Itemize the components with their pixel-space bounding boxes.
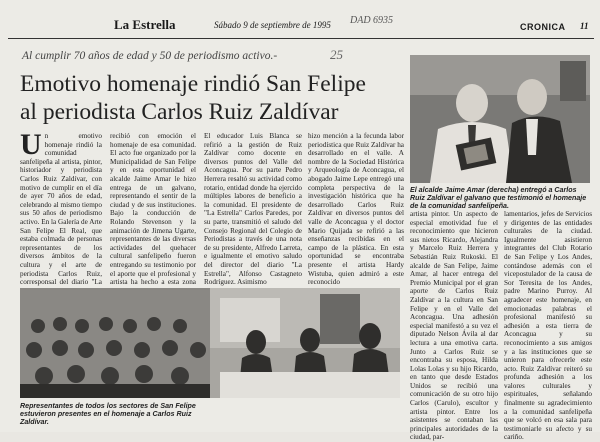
photo-audience-image [20,288,400,398]
archive-stamp: DAD 6935 [350,15,394,26]
article-column-2: recibió con emoción el homenaje de esa comunidad. El acto fue organizado por la Municipalidad de San Felipe y en esta oportunidad el alcalde Jaime Amar le hizo entrega de un galvano, representando el sentir de la ciudad y de sus instituciones. Bajo la conducción de Rolando Stevenson y la animación de Jimena Ugarte, representantes de las diversas actividades del quehacer cultural sanfelipeño fueron entregando su testimonio por el aporte que el profesional y artista ha hecho a esta zona [110,132,196,287]
newspaper-name: La Estrella [114,17,176,32]
handwritten-number: 25 [330,47,343,62]
article-column-6: lamentarios, jefes de Servicios y dirigentes de las entidades culturales de la ciudad. Igualmente asistieron integrantes del Club Rotario de San Felipe y Los Andes, contándose además con el vicepostulador de la causa de Sor Teresita de los Andes, padre Marino Purroy. Al agradecer este homenaje, en emocionadas palabras el profesional manifestó su adhesión a esta tierra de Aconcagua y su reconocimiento a sus amigos y a las instituciones que se unieron para ofrecerle este acto. Ruiz Zaldívar reiteró su profunda adhesión a los valores culturales y espirituales, señalando finalmente su agradecimiento a la comunidad sanfelipeña que se volcó en esa sala para testimoniarle su afecto y su cariño. [504,210,592,442]
article-column-4: hizo mención a la fecunda labor periodística que Ruiz Zaldívar ha desarrollado en el valle. A nombre de la Sociedad Histórica y Arqueología de Aconcagua, el abogado Jaime Lepe entregó una completa perspectiva de la investigación histórica que ha desarrollado Carlos Ruiz Zaldívar en diversos puntos del valle de Aconcagua y el doctor Mario Quijada se refirió a las enseñanzas recibidas en el campo de la plástica. En esta oportunidad se encontraba presente el artista Hardy Wistuba, quien admiró a este reconocido [308,132,404,287]
article-kicker: Al cumplir 70 años de edad y 50 de periodismo activo.- [22,50,278,62]
section-name: CRONICA [520,22,566,32]
article-column-3: El educador Luis Blanca se refirió a la gestión de Ruiz Zaldívar como docente en diversos puntos del Valle del Aconcagua. Por su parte Pedro Herrera resaltó su actividad como rotario, entidad donde ha ejercido múltiples labores de beneficio a la comunidad. El presidente de "La Estrella" Carlos Paredes, por su parte, transmitió el saludo del Consejo Regional del Colegio de Periodistas a través de una nota de su presidente, Alfredo Larreta, e igualmente el emotivo saludo del director del diario "La Estrella", Alfonso Castagneto Rodríguez. Asimismo [204,132,302,287]
headline-line-1: Emotivo homenaje rindió San Felipe [20,71,366,97]
header-rule [8,38,594,39]
issue-date: Sábado 9 de septiembre de 1995 [214,20,331,30]
page-number: 11 [580,21,589,31]
column-1-text: n emotivo homenaje rindió la comunidad sanfelipeña al artista, pintor, historiador y periodista Carlos Ruiz Zaldívar, con motivo de cumplir en el día de ayer 70 años de edad, celebrando al mismo tiempo sus 50 años de periodismo activo. En la Galería de Arte San Felipe El Real, que estaba colmada de personas representantes de los diversos ámbitos de la cultura y el arte de periodista Carlos Ruiz, corresponsal del diario "La [20,132,102,287]
photo-audience-caption: Representantes de todos los sectores de San Felipe estuvieron presentes en el homenaje a Carlos Ruiz Zaldívar. [20,402,196,427]
photo-audience [20,288,400,398]
drop-cap: U [20,128,42,161]
photo-award-caption: El alcalde Jaime Amar (derecha) entregó a Carlos Ruiz Zaldívar el galvano que testimonió el homenaje de la comunidad sanfelipeña. [410,186,587,211]
photo-award-image [410,55,590,183]
photo-award [410,55,590,183]
article-column-5: artista pintor. Un aspecto de especial emotividad fue el reconocimiento que hicieron sus nietos Ricardo, Alejandra y Marcelo Ruiz Herrera y Sebastián Ruiz Rukoski. El alcalde de San Felipe, Jaime Amar, al hacer entrega del Premio Municipal por el gran aporte de Carlos Ruiz Zaldívar a la cultura en San Felipe y en el Valle del Aconcagua. Una adhesión especial manifestó a su vez el diputado Nelson Ávila al dar lectura a una emotiva carta. Junto a Carlos Ruiz se encontraba su esposa, Hilda Lolas Lolas y su hijo Ricardo, en tanto que desde Estados Unidos se recibió una comunicación de su otro hijo Carlos (Carulo), escultor y artista pintor. Entre los asistentes se contaban las principales autoridades de la ciudad, par- [410,210,498,442]
article-column-1 [20,128,102,304]
article-headline [20,70,410,126]
headline-line-2: al periodista Carlos Ruiz Zaldívar [20,99,339,125]
